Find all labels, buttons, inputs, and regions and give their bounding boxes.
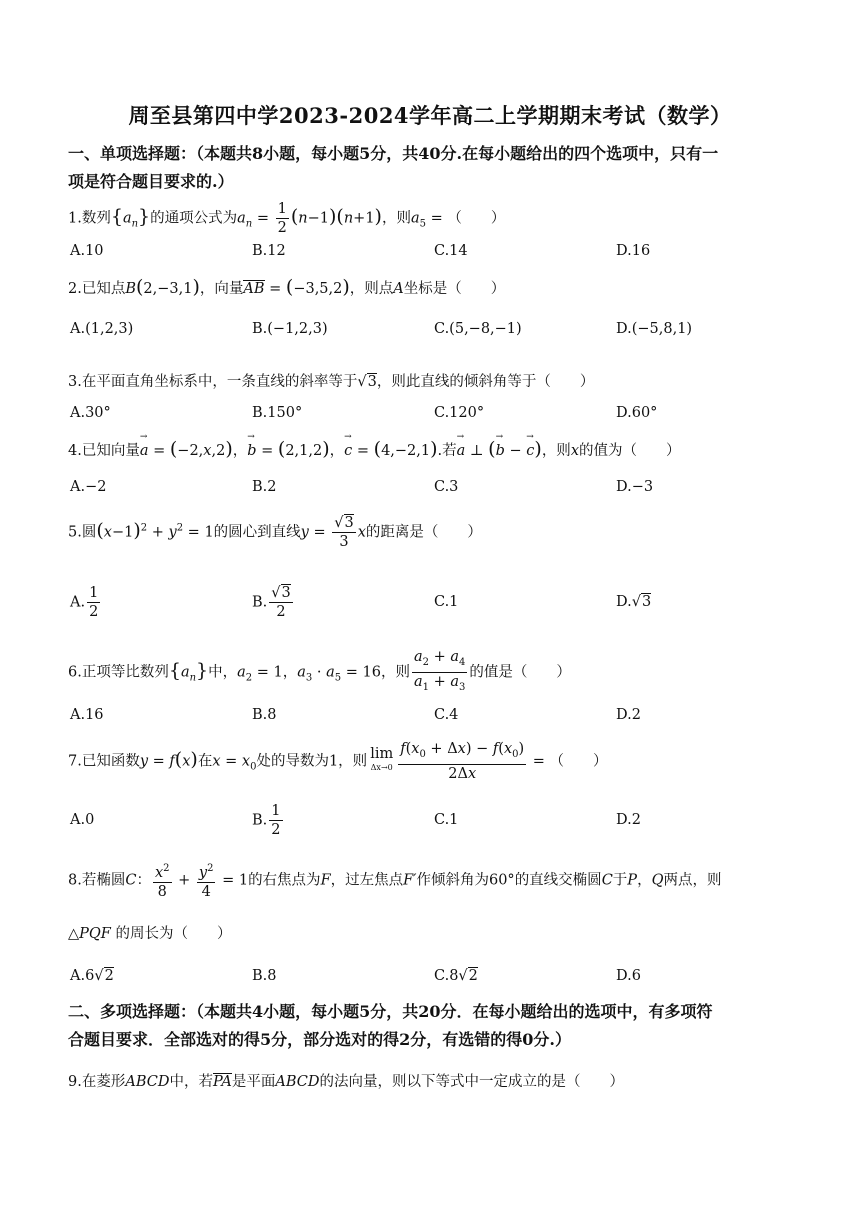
question-4-option-d[interactable]: D.−3 xyxy=(616,479,654,495)
question-5-option-c[interactable]: C.1 xyxy=(434,594,459,610)
section-1-line-1: 一、单项选择题：（本题共8小题，每小题5分，共40分.在每小题给出的四个选项中，只有一 xyxy=(68,144,719,163)
question-8-option-a[interactable]: A.6√2 xyxy=(70,968,114,984)
question-1-option-d[interactable]: D.16 xyxy=(616,243,651,259)
question-6-option-c[interactable]: C.4 xyxy=(434,707,459,723)
question-9: 9.在菱形ABCD中，若PA是平面ABCD的法向量，则以下等式中一定成立的是（ ） xyxy=(68,1074,624,1090)
question-8-option-b[interactable]: B.8 xyxy=(252,968,277,984)
question-7-option-c[interactable]: C.1 xyxy=(434,812,459,828)
section-1-line-2: 项是符合题目要求的.） xyxy=(68,172,234,191)
question-8: 8.若椭圆C： $\frac{x^2}{8}$ + $\frac{y^2}{4}$ = 1的右焦点为F，过左焦点F′作倾斜角为60°的直线交椭圆C于P，Q两点，则 xyxy=(68,860,798,901)
question-2-option-b[interactable]: B.(−1,2,3) xyxy=(252,321,328,337)
question-5-option-d[interactable]: D.√3 xyxy=(616,594,652,610)
question-3-options xyxy=(70,405,770,435)
question-3-option-b[interactable]: B.150° xyxy=(252,405,303,421)
question-6-option-a[interactable]: A.16 xyxy=(70,707,104,723)
question-7-option-a[interactable]: A.0 xyxy=(70,812,95,828)
question-6-option-b[interactable]: B.8 xyxy=(252,707,277,723)
question-6-option-d[interactable]: D.2 xyxy=(616,707,641,723)
section-2-heading xyxy=(68,998,794,1054)
question-2: 2.已知点B(2,−3,1)，向量AB = (−3,5,2)，则点A坐标是（ ） xyxy=(68,276,506,298)
question-6-options xyxy=(70,707,770,737)
question-2-options xyxy=(70,321,770,351)
question-5-option-a[interactable]: A. $\frac{1}{2}$ xyxy=(70,585,99,620)
question-4-option-a[interactable]: A.−2 xyxy=(70,479,107,495)
question-2-option-a[interactable]: A.(1,2,3) xyxy=(70,321,134,337)
question-1-option-a[interactable]: A.10 xyxy=(70,243,104,259)
exam-title: 周至县第四中学2023-2024学年高二上学期期末考试（数学） xyxy=(128,103,732,128)
question-1-options xyxy=(70,243,770,273)
question-2-option-d[interactable]: D.(−5,8,1) xyxy=(616,321,693,337)
question-2-option-c[interactable]: C.(5,−8,−1) xyxy=(434,321,522,337)
question-4-options xyxy=(70,479,770,509)
question-8-line-2: △PQF 的周长为（ ） xyxy=(68,926,232,942)
question-5-options xyxy=(70,584,770,620)
question-3-option-a[interactable]: A.30° xyxy=(70,405,111,421)
section-2-line-2: 合题目要求．全部选对的得5分，部分选对的得2分，有选错的得0分.） xyxy=(68,1030,571,1049)
question-7-option-b[interactable]: B. $\frac{1}{2}$ xyxy=(252,803,281,838)
question-8-option-c[interactable]: C.8√2 xyxy=(434,968,478,984)
question-8-option-d[interactable]: D.6 xyxy=(616,968,641,984)
section-2-line-1: 二、多项选择题：（本题共4小题，每小题5分，共20分．在每小题给出的选项中，有多项符 xyxy=(68,1002,713,1021)
question-6: 6.正项等比数列$\{a_n\}$中，$a_2 = 1$，$a_3 \cdot a_5 = 16$，则 $\frac{a_2 + a_4}{a_1 + a_3}$ 的值是（ ） xyxy=(68,649,571,693)
question-5: 5.圆$(x-1)^2 + y^2 = 1$的圆心到直线y = $\frac{√3}{3}$ x的距离是（ ） xyxy=(68,515,482,550)
question-3-option-d[interactable]: D.60° xyxy=(616,405,658,421)
question-4-option-c[interactable]: C.3 xyxy=(434,479,459,495)
question-4: 4.已知向量→ a = (−2,x,2)，→ b = (2,1,2)，→ c = (4,−2,1).若→ a ⊥ (→ b − → c)，则x的值为（ ） xyxy=(68,438,798,460)
question-5-option-b[interactable]: B. $\frac{√3}{2}$ xyxy=(252,585,291,620)
question-1-option-c[interactable]: C.14 xyxy=(434,243,468,259)
section-1-heading xyxy=(68,140,794,196)
question-4-option-b[interactable]: B.2 xyxy=(252,479,277,495)
question-7-option-d[interactable]: D.2 xyxy=(616,812,641,828)
question-7-options xyxy=(70,802,770,838)
question-3-option-c[interactable]: C.120° xyxy=(434,405,485,421)
question-7: 7.已知函数y = f(x)在$x = x_0$处的导数为1，则 lim Δx→0 $\frac{f(x_0 + \Delta x) - f(x_0)}{2\Delta x}$ = （ ） xyxy=(68,741,608,782)
question-3: 3.在平面直角坐标系中，一条直线的斜率等于√3，则此直线的倾斜角等于（ ） xyxy=(68,374,595,390)
question-8-options xyxy=(70,968,770,998)
question-1-option-b[interactable]: B.12 xyxy=(252,243,286,259)
question-1: 1.数列$\{a_n\}$的通项公式为$a_n$ = $\frac{1}{2}$ (n−1)(n+1)，则$a_5$ = （ ） xyxy=(68,201,506,236)
